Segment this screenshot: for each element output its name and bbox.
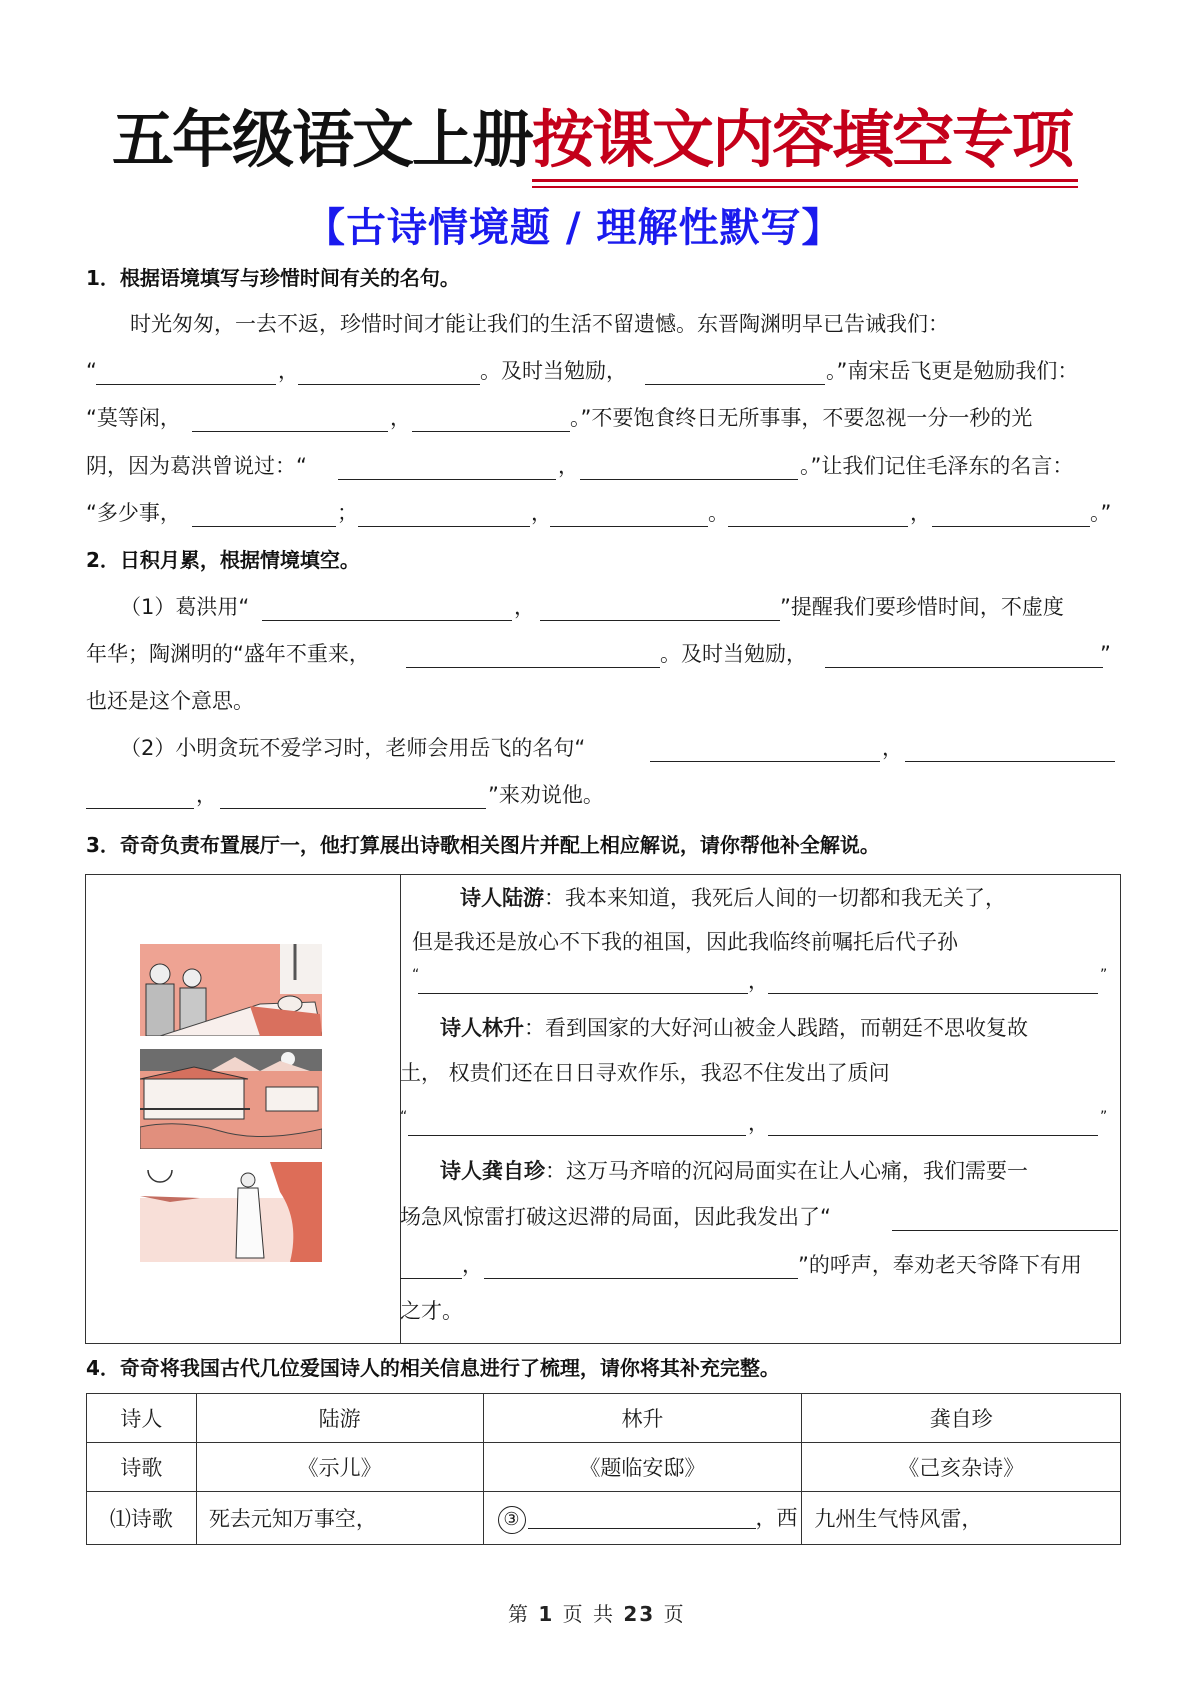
q2-punct: ， [196, 783, 217, 807]
q2-blank-7[interactable] [86, 808, 194, 809]
q1-punct: ， [278, 359, 299, 383]
table-cell: 《己亥杂诗》 [802, 1443, 1121, 1492]
gong-comma: ， [462, 1253, 483, 1277]
illustration-panel-pavilion [140, 1049, 322, 1149]
luyou-open-quote: “ [412, 967, 420, 983]
luyou-line2: 但是我还是放心不下我的祖国，因此我临终前嘱托后代子孙 [412, 930, 958, 954]
q1-punct: 。 [708, 501, 729, 525]
illustration-panel-poet-moon [140, 1162, 322, 1262]
gong-line4: 之才。 [400, 1299, 463, 1323]
q1-text: 。”南宋岳飞更是勉励我们： [826, 359, 1079, 383]
q1-punct: ； [337, 501, 358, 525]
q1-text: 。”让我们记住毛泽东的名言： [800, 454, 1074, 478]
table-cell: 诗人 [87, 1394, 197, 1443]
luyou-blank-1[interactable] [418, 993, 748, 994]
title-underline [532, 179, 1078, 182]
table-cell-blank [483, 1492, 802, 1545]
gong-blank-1-cont[interactable] [400, 1278, 462, 1279]
luyou-comma: ， [748, 969, 769, 993]
table-cell: 陆游 [196, 1394, 483, 1443]
q1-blank-2[interactable] [298, 384, 480, 385]
q1-blank-12[interactable] [932, 526, 1090, 527]
title-grade: 五年级语文上册 [112, 103, 533, 176]
gong-blank-1[interactable] [892, 1230, 1118, 1231]
table-cell: ⑴诗歌 [87, 1492, 197, 1545]
table-cell: 《示儿》 [196, 1443, 483, 1492]
q1-heading: 1．根据语境填写与珍惜时间有关的名句。 [86, 266, 460, 290]
poetry-illustration [128, 944, 324, 1262]
title-topic-text: 按课文内容填空专项 [532, 103, 1073, 176]
linsheng-poem-blank[interactable] [528, 1508, 756, 1529]
q1-blank-3[interactable] [645, 384, 825, 385]
page-total: 23 [623, 1602, 656, 1626]
page-number [508, 1598, 686, 1627]
q1-blank-5[interactable] [412, 431, 570, 432]
linsheng-line1 [440, 1013, 1028, 1043]
table-row [87, 1443, 1121, 1492]
q2-blank-8[interactable] [220, 808, 486, 809]
q1-punct: ， [390, 406, 411, 430]
gong-line1 [440, 1156, 1028, 1186]
q2-text: ”提醒我们要珍惜时间，不虚度 [780, 595, 1064, 619]
page-label-c: 页 [663, 1602, 686, 1626]
page-subtitle: 【古诗情境题 / 理解性默写】 [305, 205, 843, 251]
q2-punct: ， [514, 595, 535, 619]
linsheng-comma: ， [748, 1111, 769, 1135]
luyou-text1: ：我本来知道，我死后人间的一切都和我无关了， [544, 886, 1006, 910]
linsheng-label: 诗人林升 [440, 1016, 524, 1040]
q1-blank-11[interactable] [728, 526, 908, 527]
table-cell: 死去元知万事空， [196, 1492, 483, 1545]
q2-blank-4[interactable] [825, 667, 1103, 668]
q1-blank-4[interactable] [192, 431, 388, 432]
q1-line1: 时光匆匆，一去不返，珍惜时间才能让我们的生活不留遗憾。东晋陶渊明早已告诫我们： [130, 312, 949, 336]
q2-blank-5[interactable] [650, 761, 880, 762]
q1-text: 。及时当勉励， [480, 359, 627, 383]
linsheng-blank-1[interactable] [408, 1135, 746, 1136]
q2-blank-3[interactable] [406, 667, 660, 668]
page-title [112, 100, 1072, 180]
q1-blank-9[interactable] [358, 526, 530, 527]
linsheng-line2: 土， 权贵们还在日日寻欢作乐，我忍不住发出了质问 [400, 1061, 890, 1085]
q1-open-quote: “ [86, 359, 97, 383]
q1-text: 阴，因为葛洪曾说过：“ [86, 454, 307, 478]
linsheng-close-quote: ” [1100, 1109, 1108, 1125]
q2-text: 也还是这个意思。 [86, 689, 254, 713]
title-underline-2 [532, 186, 1078, 188]
luyou-line1 [460, 883, 1006, 913]
q2-text: （1）葛洪用“ [120, 595, 250, 619]
table-cell: 林升 [483, 1394, 802, 1443]
blank-tail: ，西 [755, 1506, 798, 1530]
gong-line3: ”的呼声，奉劝老天爷降下有用 [798, 1253, 1082, 1277]
q1-text: “莫等闲， [86, 406, 181, 430]
q2-text: 年华；陶渊明的“盛年不重来， [86, 642, 370, 666]
q2-blank-2[interactable] [540, 620, 780, 621]
poets-table [86, 1393, 1121, 1545]
q2-blank-1[interactable] [262, 620, 512, 621]
q2-punct: ” [1100, 642, 1111, 666]
gong-text1: ：这万马齐喑的沉闷局面实在让人心痛，我们需要一 [545, 1159, 1028, 1183]
linsheng-text1: ：看到国家的大好河山被金人践踏，而朝廷不思收复故 [524, 1016, 1028, 1040]
table-row [87, 1492, 1121, 1545]
gong-label: 诗人龚自珍 [440, 1159, 545, 1183]
title-topic [532, 100, 1072, 180]
q1-punct: ， [910, 501, 931, 525]
q1-text: 。”不要饱食终日无所事事，不要忽视一分一秒的光 [570, 406, 1033, 430]
linsheng-blank-2[interactable] [768, 1135, 1098, 1136]
illustration-panel-deathbed [140, 944, 322, 1036]
q2-text: 。及时当勉励， [660, 642, 807, 666]
luyou-label: 诗人陆游 [460, 886, 544, 910]
table-row [87, 1394, 1121, 1443]
q1-blank-8[interactable] [192, 526, 336, 527]
table-cell: 诗歌 [87, 1443, 197, 1492]
table-cell: 龚自珍 [802, 1394, 1121, 1443]
q1-text: “多少事， [86, 501, 181, 525]
q1-punct: ， [558, 454, 579, 478]
q1-blank-1[interactable] [96, 384, 276, 385]
linsheng-open-quote: “ [400, 1109, 408, 1125]
luyou-close-quote: ” [1100, 967, 1108, 983]
page-label-b: 页 共 [562, 1602, 615, 1626]
q1-blank-10[interactable] [550, 526, 708, 527]
page-label-a: 第 [508, 1602, 530, 1626]
q1-blank-6[interactable] [338, 479, 556, 480]
q1-blank-7[interactable] [580, 479, 798, 480]
q4-heading: 4．奇奇将我国古代几位爱国诗人的相关信息进行了梳理，请你将其补充完整。 [86, 1356, 780, 1380]
q2-blank-6[interactable] [905, 761, 1115, 762]
q2-heading: 2．日积月累，根据情境填空。 [86, 548, 360, 572]
circled-number-marker: ③ [498, 1506, 526, 1534]
gong-blank-2[interactable] [484, 1278, 798, 1279]
q2-text: ”来劝说他。 [488, 783, 604, 807]
page-current: 1 [538, 1602, 555, 1626]
q2-punct: ， [882, 736, 903, 760]
table-cell: 《题临安邸》 [483, 1443, 802, 1492]
q2-text: （2）小明贪玩不爱学习时，老师会用岳飞的名句“ [120, 736, 586, 760]
q3-heading: 3．奇奇负责布置展厅一，他打算展出诗歌相关图片并配上相应解说，请你帮他补全解说。 [86, 833, 880, 857]
luyou-blank-2[interactable] [768, 993, 1098, 994]
q1-punct: ， [531, 501, 552, 525]
table-cell: 九州生气恃风雷， [802, 1492, 1121, 1545]
q1-punct: 。” [1090, 501, 1112, 525]
gong-line2: 场急风惊雷打破这迟滞的局面，因此我发出了“ [400, 1205, 831, 1229]
